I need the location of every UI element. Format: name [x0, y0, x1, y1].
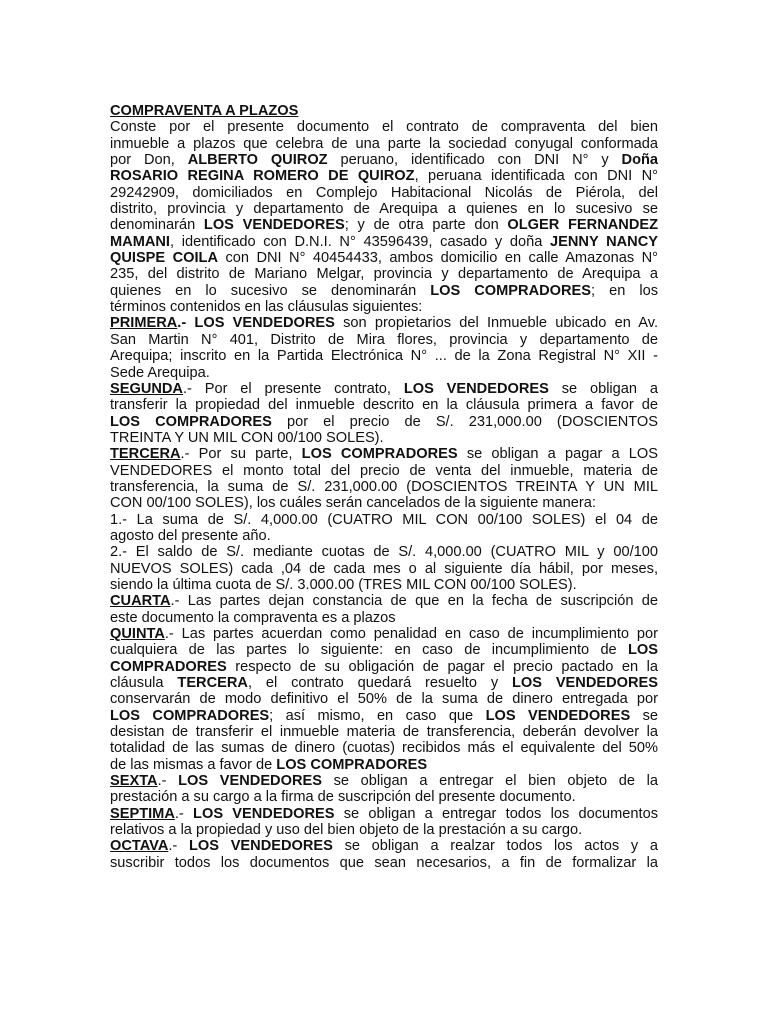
bold-text: LOS COMPRADORES — [276, 756, 428, 773]
text-segment: se obligan a realzar todos los actos y a — [332, 838, 658, 855]
text-segment: son propietarios del Inmueble ubicado en Av. — [334, 315, 658, 332]
text-segment: se obligan a entregar el bien objeto de la — [321, 773, 658, 790]
bold-text: COMPRAVENTA A PLAZOS — [110, 103, 299, 119]
bold-text: LOS VENDEDORES — [511, 675, 658, 692]
document-line — [110, 397, 658, 413]
text-segment: quienes en lo sucesivo se denominarán — [110, 282, 431, 299]
bold-text: LOS COMPRADORES — [110, 707, 270, 724]
bold-text: SEGUNDA — [110, 380, 183, 397]
document-line — [110, 119, 658, 135]
text-segment: 1.- La suma de S/. 4,000.00 (CUATRO MIL CON 00/100 SOLES) el 04 de — [110, 511, 658, 528]
text-segment: inmueble a plazos que celebra de una parte la sociedad conyugal conformada — [110, 135, 658, 152]
text-segment: 2.- El saldo de S/. mediante cuotas de S/. 4,000.00 (CUATRO MIL y 00/100 — [110, 544, 658, 561]
bold-text: TERCERA — [177, 675, 248, 692]
document-line — [110, 740, 658, 756]
document-line — [110, 217, 658, 233]
bold-text: LOS COMPRADORES — [430, 282, 592, 299]
text-segment: , identificado con D.N.I. N° 43596439, casado y doña — [170, 233, 551, 250]
document-line — [110, 822, 658, 838]
text-segment: se obligan a entregar todos los documentos — [334, 805, 658, 822]
text-segment: relativos a la propiedad y uso del bien objeto de la prestación a su cargo. — [110, 822, 583, 839]
document-line — [110, 136, 658, 152]
bold-text: ROSARIO REGINA ROMERO DE QUIROZ — [110, 168, 415, 185]
text-segment: peruano, identificado con DNI N° y — [327, 152, 622, 169]
document-line — [110, 724, 658, 740]
bold-text: LOS — [628, 642, 658, 659]
document-line — [110, 675, 658, 691]
document-line — [110, 708, 658, 724]
bold-text: JENNY NANCY — [550, 233, 658, 250]
document-line — [110, 479, 658, 495]
document-line — [110, 642, 658, 658]
text-segment: 235, del distrito de Mariano Melgar, provincia y departamento de Arequipa a — [110, 266, 658, 283]
bold-text: TERCERA — [110, 446, 181, 463]
bold-text: OCTAVA — [110, 838, 169, 855]
document-line — [110, 610, 658, 626]
text-segment: , peruana identificada con DNI N° — [414, 168, 658, 185]
document-line — [110, 185, 658, 201]
document-line — [110, 332, 658, 348]
text-segment: San Martin N° 401, Distrito de Mira flores, provincia y departamento de — [110, 331, 658, 348]
document-line — [110, 315, 658, 331]
bold-text: LOS VENDEDORES — [178, 773, 322, 790]
document-line — [110, 789, 658, 805]
text-segment: respecto de su obligación de pagar el precio pactado en la — [226, 658, 658, 675]
bold-text: SEPTIMA — [110, 805, 175, 822]
bold-text: QUISPE COILA — [110, 250, 219, 267]
text-segment: .- Por el presente contrato, — [182, 380, 404, 397]
text-segment: CON 00/100 SOLES), los cuáles serán cancelados de la siguiente manera: — [110, 495, 596, 512]
text-segment: .- Las partes dejan constancia de que en la fecha de suscripción de — [170, 593, 658, 610]
text-segment: NUEVOS SOLES) cada ,04 de cada mes o al siguiente día hábil, por meses, — [110, 560, 658, 577]
text-segment: se — [630, 707, 659, 724]
bold-text: SEXTA — [110, 773, 158, 790]
document-line — [110, 283, 658, 299]
text-segment: siendo la última cuota de S/. 3.000.00 (TRES MIL CON 00/100 SOLES). — [110, 576, 577, 593]
text-segment: 29242909, domiciliados en Complejo Habitacional Nicolás de Piérola, del — [110, 184, 658, 201]
document-line — [110, 266, 658, 282]
text-segment: por el precio de S/. 231,000.00 (DOSCIENTOS — [271, 413, 659, 430]
bold-text: LOS VENDEDORES — [403, 380, 549, 397]
document-line — [110, 773, 658, 789]
text-segment: se obligan a — [548, 380, 658, 397]
document-line — [110, 152, 658, 168]
bold-text: ALBERTO QUIROZ — [187, 152, 328, 169]
text-segment: suscribir todos los documentos que sean necesarios, a fin de formalizar la — [110, 854, 658, 871]
text-segment: TREINTA Y UN MIL CON 00/100 SOLES). — [110, 429, 384, 446]
bold-text: QUINTA — [110, 626, 165, 642]
document-line — [110, 626, 658, 642]
text-segment: ; así mismo, en caso que — [269, 707, 486, 724]
text-segment: ; en los — [591, 282, 659, 299]
text-segment: prestación a su cargo a la firma de suscripción del presente documento. — [110, 789, 576, 806]
document-line — [110, 168, 658, 184]
bold-text: LOS COMPRADORES — [301, 446, 458, 463]
text-segment: VENDEDORES el monto total del precio de venta del inmueble, materia de — [110, 462, 658, 479]
text-segment: distrito, provincia y departamento de Arequipa a quienes en lo sucesivo se — [110, 201, 658, 218]
text-segment: con DNI N° 40454433, ambos domicilio en calle Amazonas N° — [218, 250, 658, 267]
bold-text: OLGER FERNANDEZ — [507, 217, 658, 234]
bold-text: LOS VENDEDORES — [193, 805, 335, 822]
text-segment: .- — [168, 838, 189, 855]
document-line — [110, 512, 658, 528]
bold-text: LOS COMPRADORES — [110, 413, 272, 430]
bold-text: LOS VENDEDORES — [485, 707, 631, 724]
document-line — [110, 659, 658, 675]
document-line — [110, 365, 658, 381]
document-line — [110, 528, 658, 544]
document-line — [110, 691, 658, 707]
text-segment: , el contrato quedará resuelto y — [247, 675, 512, 692]
text-segment: se obligan a pagar a LOS — [457, 446, 659, 463]
document-line — [110, 593, 658, 609]
text-segment: este documento la compraventa es a plazos — [110, 609, 396, 626]
text-segment: denominarán — [110, 217, 204, 234]
text-segment: .- Las partes acuerdan como penalidad en caso de incumplimiento por — [164, 626, 658, 642]
document-line — [110, 381, 658, 397]
document-line — [110, 561, 658, 577]
document-line — [110, 806, 658, 822]
document-line — [110, 430, 658, 446]
bold-text: COMPRADORES — [110, 658, 227, 675]
text-segment: Arequipa; inscrito en la Partida Electrónica N° ... de la Zona Registral N° XII - — [110, 348, 658, 365]
document-line — [110, 463, 658, 479]
text-segment: por Don, — [110, 152, 188, 169]
text-segment: de las mismas a favor de — [110, 756, 277, 773]
document-line — [110, 446, 658, 462]
document-line — [110, 495, 658, 511]
document-line — [110, 577, 658, 593]
bold-text: PRIMERA — [110, 315, 178, 332]
text-segment: desistan de transferir el inmueble materia de transferencia, deberán devolver la — [110, 724, 658, 741]
text-segment: totalidad de las sumas de dinero (cuotas) recibidos más el equivalente del 50% — [110, 740, 658, 757]
document-line — [110, 103, 658, 119]
text-segment: .- — [174, 805, 194, 822]
contract-document — [110, 103, 658, 871]
bold-text: CUARTA — [110, 593, 171, 610]
text-segment: .- Por su parte, — [180, 446, 302, 463]
bold-text: MAMANI — [110, 233, 170, 250]
text-segment: Conste por el presente documento el contrato de compraventa del bien — [110, 119, 658, 136]
document-line — [110, 544, 658, 560]
bold-text: Doña — [621, 152, 659, 169]
text-segment: conservarán de modo definitivo el 50% de la suma de dinero entregada por — [110, 691, 658, 708]
document-line — [110, 250, 658, 266]
document-line — [110, 348, 658, 364]
bold-text: LOS VENDEDORES — [203, 217, 345, 234]
text-segment: ; y de otra parte don — [344, 217, 508, 234]
document-line — [110, 234, 658, 250]
document-line — [110, 757, 658, 773]
bold-text: LOS VENDEDORES — [189, 838, 333, 855]
text-segment: transferir la propiedad del inmueble descrito en la cláusula primera a favor de — [110, 397, 658, 414]
document-line — [110, 838, 658, 854]
text-segment: agosto del presente año. — [110, 527, 271, 544]
document-line — [110, 299, 658, 315]
text-segment: términos contenidos en las cláusulas siguientes: — [110, 299, 423, 316]
text-segment: .- — [157, 773, 179, 790]
document-line — [110, 855, 658, 871]
text-segment: cualquiera de las partes lo siguiente: en caso de incumplimiento de — [110, 642, 628, 659]
text-segment: cláusula — [110, 675, 178, 692]
text-segment: transferencia, la suma de S/. 231,000.00 (DOSCIENTOS TREINTA Y UN MIL — [110, 478, 658, 495]
text-segment: Sede Arequipa. — [110, 364, 210, 381]
document-line — [110, 201, 658, 217]
bold-text: .- LOS VENDEDORES — [177, 315, 335, 332]
document-line — [110, 414, 658, 430]
